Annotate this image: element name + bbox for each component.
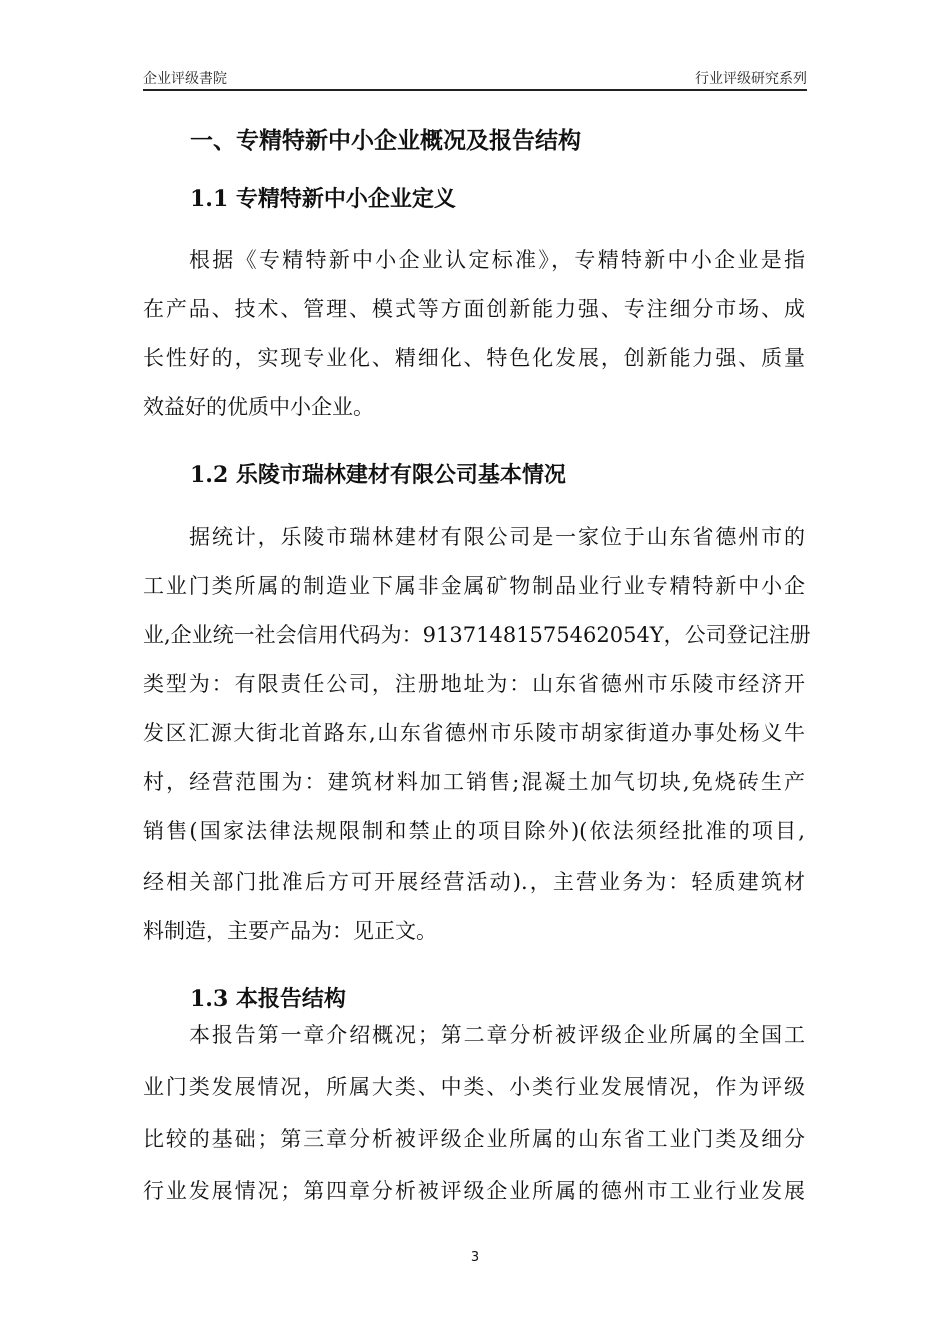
paragraph-line: 销售(国家法律法规限制和禁止的项目除外)(依法须经批准的项目, xyxy=(143,819,805,843)
paragraph-line: 本报告第一章介绍概况；第二章分析被评级企业所属的全国工 xyxy=(189,1023,805,1047)
chapter-title: 一、专精特新中小企业概况及报告结构 xyxy=(190,127,581,154)
paragraph-line: 行业发展情况；第四章分析被评级企业所属的德州市工业行业发展 xyxy=(143,1179,805,1203)
section-heading: 1.3 本报告结构 xyxy=(190,986,346,1012)
paragraph-line: 长性好的，实现专业化、精细化、特色化发展，创新能力强、质量 xyxy=(143,346,805,370)
paragraph-line: 效益好的优质中小企业。 xyxy=(143,395,374,419)
paragraph-line: 发区汇源大街北首路东,山东省德州市乐陵市胡家街道办事处杨义牛 xyxy=(143,721,805,745)
paragraph-line: 业,企业统一社会信用代码为：91371481575462054Y，公司登记注册 xyxy=(143,623,811,647)
paragraph-line: 村，经营范围为：建筑材料加工销售;混凝土加气切块,免烧砖生产 xyxy=(143,770,805,794)
paragraph-line: 在产品、技术、管理、模式等方面创新能力强、专注细分市场、成 xyxy=(143,297,805,321)
paragraph-line: 比较的基础；第三章分析被评级企业所属的山东省工业门类及细分 xyxy=(143,1127,805,1151)
header-right: 行业评级研究系列 xyxy=(695,71,807,87)
section-heading: 1.2 乐陵市瑞林建材有限公司基本情况 xyxy=(190,462,566,488)
paragraph-line: 据统计，乐陵市瑞林建材有限公司是一家位于山东省德州市的 xyxy=(189,525,805,549)
page-number: 3 xyxy=(470,1250,480,1265)
header-left: 企业评级書院 xyxy=(143,71,227,87)
paragraph-line: 料制造，主要产品为：见正文。 xyxy=(143,919,437,943)
paragraph-line: 经相关部门批准后方可开展经营活动).，主营业务为：轻质建筑材 xyxy=(143,870,805,894)
section-heading: 1.1 专精特新中小企业定义 xyxy=(190,186,456,212)
paragraph-line: 工业门类所属的制造业下属非金属矿物制品业行业专精特新中小企 xyxy=(143,574,805,598)
paragraph-line: 类型为：有限责任公司，注册地址为：山东省德州市乐陵市经济开 xyxy=(143,672,805,696)
header-divider xyxy=(143,89,807,91)
paragraph-line: 根据《专精特新中小企业认定标准》，专精特新中小企业是指 xyxy=(189,248,805,272)
paragraph-line: 业门类发展情况，所属大类、中类、小类行业发展情况，作为评级 xyxy=(143,1075,805,1099)
